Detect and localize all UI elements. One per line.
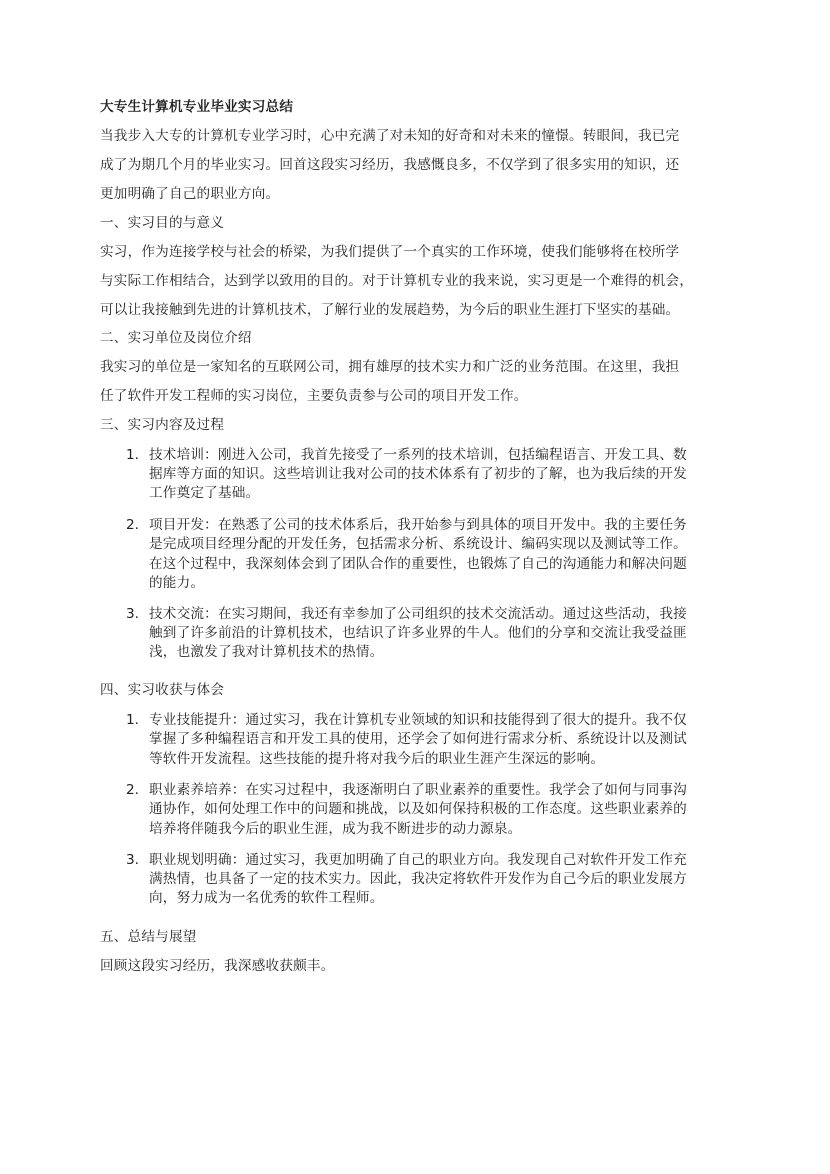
section-heading: 五、总结与展望: [100, 929, 197, 945]
list-item-line: 等软件开发流程。这些技能的提升将对我今后的职业生涯产生深远的影响。: [149, 751, 605, 767]
intro-line: 当我步入大专的计算机专业学习时，心中充满了对未知的好奇和对未来的憧憬。转眼间，我已完: [100, 128, 680, 144]
list-item-line: 项目开发：在熟悉了公司的技术体系后，我开始参与到具体的项目开发中。我的主要任务: [149, 517, 687, 533]
section-heading: 三、实习内容及过程: [100, 417, 225, 433]
list-item-line: 技术培训：刚进入公司，我首先接受了一系列的技术培训，包括编程语言、开发工具、数: [149, 447, 687, 463]
list-number: 1.: [126, 447, 139, 463]
paragraph-line: 可以让我接触到先进的计算机技术，了解行业的发展趋势，为今后的职业生涯打下坚实的基础。: [100, 302, 680, 318]
list-number: 2.: [126, 782, 139, 798]
list-item-line: 向，努力成为一名优秀的软件工程师。: [149, 890, 384, 906]
intro-line: 成了为期几个月的毕业实习。回首这段实习经历，我感慨良多，不仅学到了很多实用的知识，还: [100, 157, 680, 173]
paragraph-line: 我实习的单位是一家知名的互联网公司，拥有雄厚的技术实力和广泛的业务范围。在这里，我担: [100, 359, 680, 375]
list-item-line: 工作奠定了基础。: [149, 485, 260, 501]
list-number: 2.: [126, 517, 139, 533]
section-heading: 一、实习目的与意义: [100, 215, 225, 231]
paragraph-line: 与实际工作相结合，达到学以致用的目的。对于计算机专业的我来说，实习更是一个难得的机会，: [100, 273, 694, 289]
section-heading: 四、实习收获与体会: [100, 682, 225, 698]
list-item-line: 是完成项目经理分配的开发任务，包括需求分析、系统设计、编码实现以及测试等工作。: [149, 536, 687, 552]
list-item-line: 的能力。: [149, 575, 205, 591]
list-item-line: 职业素养培养：在实习过程中，我逐渐明白了职业素养的重要性。我学会了如何与同事沟: [149, 782, 687, 798]
paragraph-line: 回顾这段实习经历，我深感收获颇丰。: [100, 958, 335, 974]
paragraph-line: 任了软件开发工程师的实习岗位，主要负责参与公司的项目开发工作。: [100, 388, 528, 404]
list-item-line: 在这个过程中，我深刻体会到了团队合作的重要性，也锻炼了自己的沟通能力和解决问题: [149, 556, 687, 572]
list-item-line: 通协作，如何处理工作中的问题和挑战，以及如何保持积极的工作态度。这些职业素养的: [149, 801, 687, 817]
list-number: 3.: [126, 606, 139, 622]
list-item-line: 职业规划明确：通过实习，我更加明确了自己的职业方向。我发现自己对软件开发工作充: [149, 852, 687, 868]
section-heading: 二、实习单位及岗位介绍: [100, 330, 252, 346]
list-item-line: 培养将伴随我今后的职业生涯，成为我不断进步的动力源泉。: [149, 821, 522, 837]
list-item-line: 技术交流：在实习期间，我还有幸参加了公司组织的技术交流活动。通过这些活动，我接: [149, 606, 687, 622]
document-title: 大专生计算机专业毕业实习总结: [100, 99, 294, 115]
list-item-line: 掌握了多种编程语言和开发工具的使用，还学会了如何进行需求分析、系统设计以及测试: [149, 731, 687, 747]
intro-line: 更加明确了自己的职业方向。: [100, 186, 280, 202]
list-number: 1.: [126, 712, 139, 728]
list-item-line: 据库等方面的知识。这些培训让我对公司的技术体系有了初步的了解，也为我后续的开发: [149, 466, 687, 482]
list-item-line: 专业技能提升：通过实习，我在计算机专业领域的知识和技能得到了很大的提升。我不仅: [149, 712, 687, 728]
list-number: 3.: [126, 852, 139, 868]
list-item-line: 满热情，也具备了一定的技术实力。因此，我决定将软件开发作为自己今后的职业发展方: [149, 871, 687, 887]
paragraph-line: 实习，作为连接学校与社会的桥梁，为我们提供了一个真实的工作环境，使我们能够将在校所学: [100, 244, 680, 260]
list-item-line: 浅，也激发了我对计算机技术的热情。: [149, 644, 384, 660]
list-item-line: 触到了许多前沿的计算机技术，也结识了许多业界的牛人。他们的分享和交流让我受益匪: [149, 625, 687, 641]
